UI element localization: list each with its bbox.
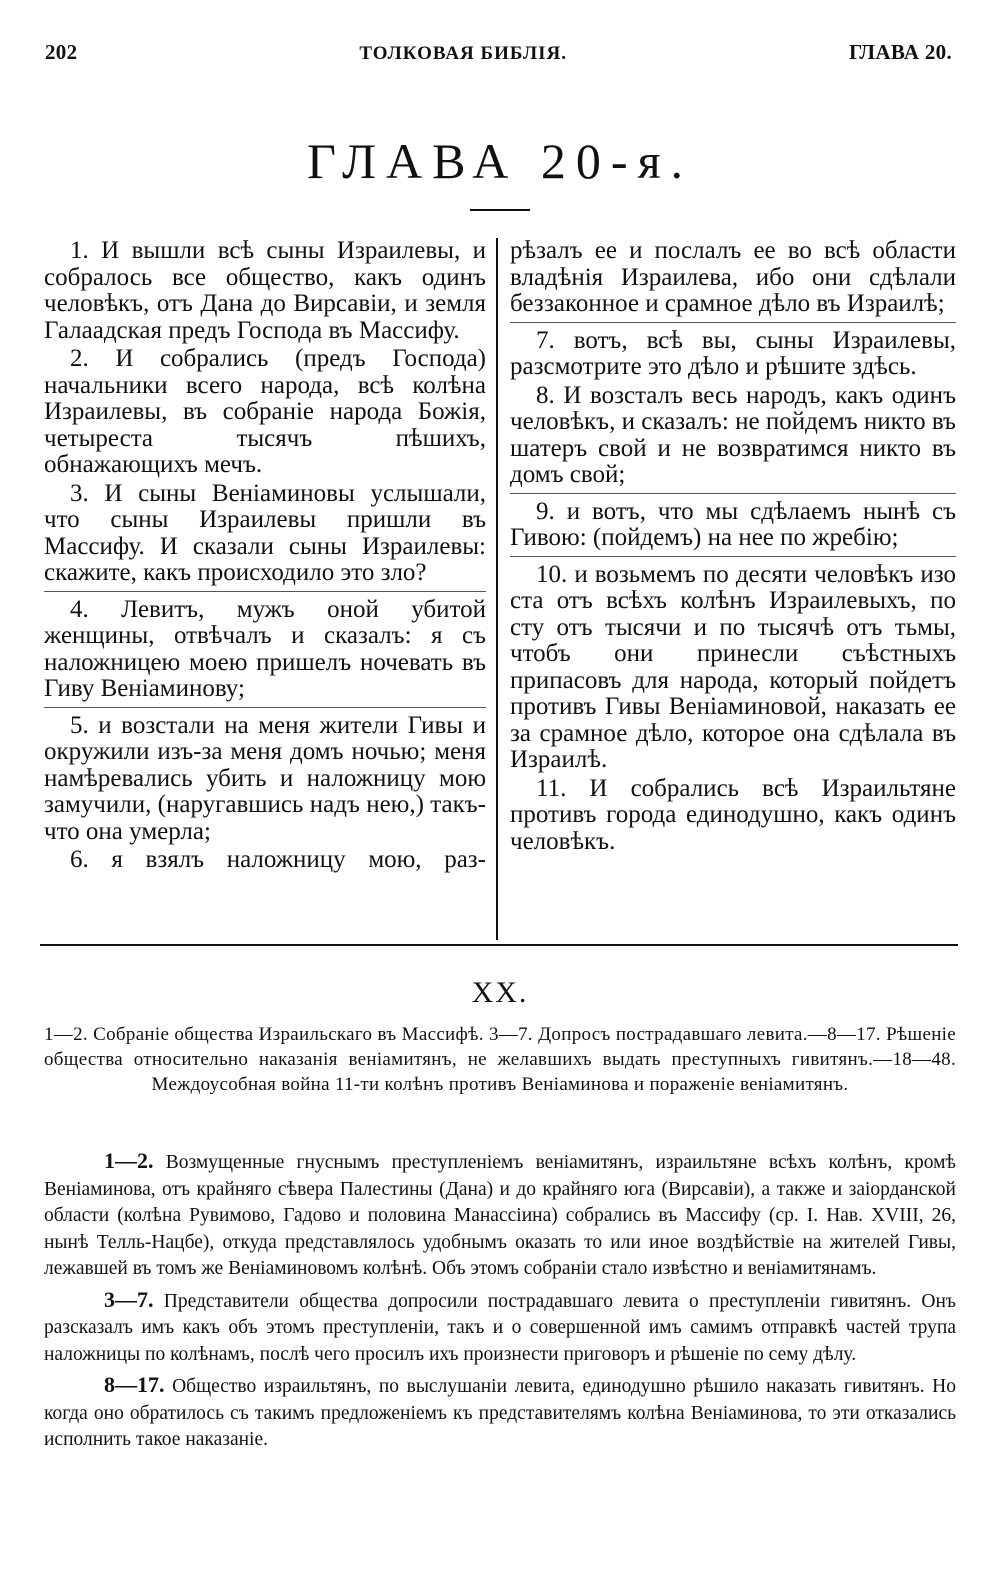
verse-divider: [44, 707, 486, 708]
verse-3: 3. И сыны Веніаминовы услышали, что сыны Израилевы пришли въ Массифу. И сказали сыны Израилевы: скажите, какъ происходило это зло?: [44, 479, 486, 586]
verse-11: 11. И собрались всѣ Израильтяне противъ города единодушно, какъ одинъ человѣкъ.: [510, 774, 956, 855]
commentary-text: Возмущенные гнуснымъ преступленіемъ веніамитянъ, израильтяне всѣхъ колѣнъ, кромѣ Веніаминова, отъ крайняго сѣвера Палестины (Дана) и до крайняго юга (Вирсавіи), а также и заіорданской области (колѣна Рувимово, Гадово и половина Манассіина) собрались въ Массифу (ср. І. Нав. XVIII, 26, нынѣ Телль-Нацбе), откуда представлялось удобнымъ оказать то или иное воздѣйствіе на жителей Гивы, лежавшей въ томъ же Веніаминовомъ колѣнѣ. Объ этомъ собраніи стало извѣстно и веніамитянамъ.: [44, 1152, 957, 1279]
verse-2: 2. И собрались (предъ Господа) начальники всего народа, всѣ колѣна Израилевы, въ собраніе народа Божія, четыреста тысячъ пѣшихъ, обнажающихъ мечъ.: [44, 345, 486, 478]
commentary-paragraph: [44, 1372, 956, 1454]
verse-8: 8. И возсталъ весь народъ, какъ одинъ человѣкъ, и сказалъ: не пойдемъ никто въ шатеръ свой и не возвратимся никто въ домъ свой;: [510, 381, 956, 488]
verse-divider: [510, 322, 956, 323]
commentary-verse-range: 8—17.: [104, 1372, 165, 1397]
chapter-label: ГЛАВА 20.: [848, 40, 952, 64]
left-column: [40, 238, 498, 940]
verse-5: 5. и возстали на меня жители Гивы и окружили изъ-за меня домъ ночью; меня намѣревались убить и наложницу мою замучили, (наругавшись надъ нею,) такъ-что она умерла;: [44, 711, 486, 845]
columns-bottom-rule: [40, 944, 958, 946]
chapter-summary: 1—2. Собраніе общества Израильскаго въ Массифѣ. 3—7. Допросъ пострадавшаго левита.—8—17. Рѣшеніе общества относительно наказанія веніамитянъ, не желавшихъ выдать преступныхъ гивитянъ.—18—48. Междоусобная война 11-ти колѣнъ противъ Веніаминова и пораженіе веніамитянъ.: [44, 1024, 956, 1095]
verse-divider: [44, 591, 486, 592]
verse-divider: [510, 556, 956, 557]
book-title: ТОЛКОВАЯ БИБЛІЯ.: [359, 43, 567, 64]
running-header: [45, 40, 952, 65]
commentary-body: [44, 1148, 956, 1458]
verse-6-start: 6. я взялъ наложницу мою, раз-: [70, 846, 486, 873]
verse-9: 9. и вотъ, что мы сдѣлаемъ нынѣ съ Гивою: (пойдемъ) на нее по жребію;: [510, 497, 956, 551]
commentary-verse-range: 1—2.: [104, 1148, 154, 1173]
title-rule: [470, 209, 530, 211]
verse-1: 1. И вышли всѣ сыны Израилевы, и собралось все общество, какъ одинъ человѣкъ, отъ Дана до Вирсавіи, и земля Галаадская предъ Господа въ Массифу.: [44, 237, 486, 344]
chapter-title: ГЛАВА 20-я.: [306, 133, 694, 189]
commentary-heading: XX.: [471, 976, 529, 1009]
commentary-text: Представители общества допросили пострадавшаго левита о преступленіи гивитянъ. Онъ разсказалъ имъ какъ объ этомъ преступленіи, такъ и о совершенной имъ самимъ отправкѣ частей трупа наложницы по колѣнамъ, послѣ чего просилъ ихъ произнести приговоръ и рѣшеніе по сему дѣлу.: [44, 1290, 956, 1365]
verse-6-end: рѣзалъ ее и послалъ ее во всѣ области владѣнія Израилева, ибо они сдѣлали беззаконное и срамное дѣло въ Израилѣ;: [510, 237, 956, 317]
verse-10: 10. и возьмемъ по десяти человѣкъ изо ста отъ всѣхъ колѣнъ Израилевыхъ, по сту отъ тысячи и по тысячѣ отъ тьмы, чтобъ они принесли съѣстныхъ припасовъ для народа, который пойдетъ противъ Гивы Веніаминовой, наказать ее за срамное дѣло, которое она сдѣлала въ Израилѣ.: [510, 560, 956, 773]
page-number: 202: [45, 40, 78, 64]
right-column: [498, 238, 956, 940]
scripture-columns: [40, 238, 958, 940]
commentary-text: Общество израильтянъ, по выслушаніи левита, единодушно рѣшило наказать гивитянъ. Но когда оно обратилось съ такимъ предложеніемъ къ представителямъ колѣна Веніаминова, то эти отказались исполнить такое наказаніе.: [44, 1376, 957, 1450]
commentary-paragraph: [44, 1287, 956, 1369]
commentary-paragraph: [44, 1148, 956, 1283]
commentary-verse-range: 3—7.: [104, 1286, 154, 1312]
verse-divider: [510, 493, 956, 494]
verse-4: 4. Левитъ, мужъ оной убитой женщины, отвѣчалъ и сказалъ: я съ наложницею моею пришелъ ночевать въ Гиву Веніаминову;: [44, 595, 486, 702]
verse-7: 7. вотъ, всѣ вы, сыны Израилевы, разсмотрите это дѣло и рѣшите здѣсь.: [510, 326, 956, 380]
